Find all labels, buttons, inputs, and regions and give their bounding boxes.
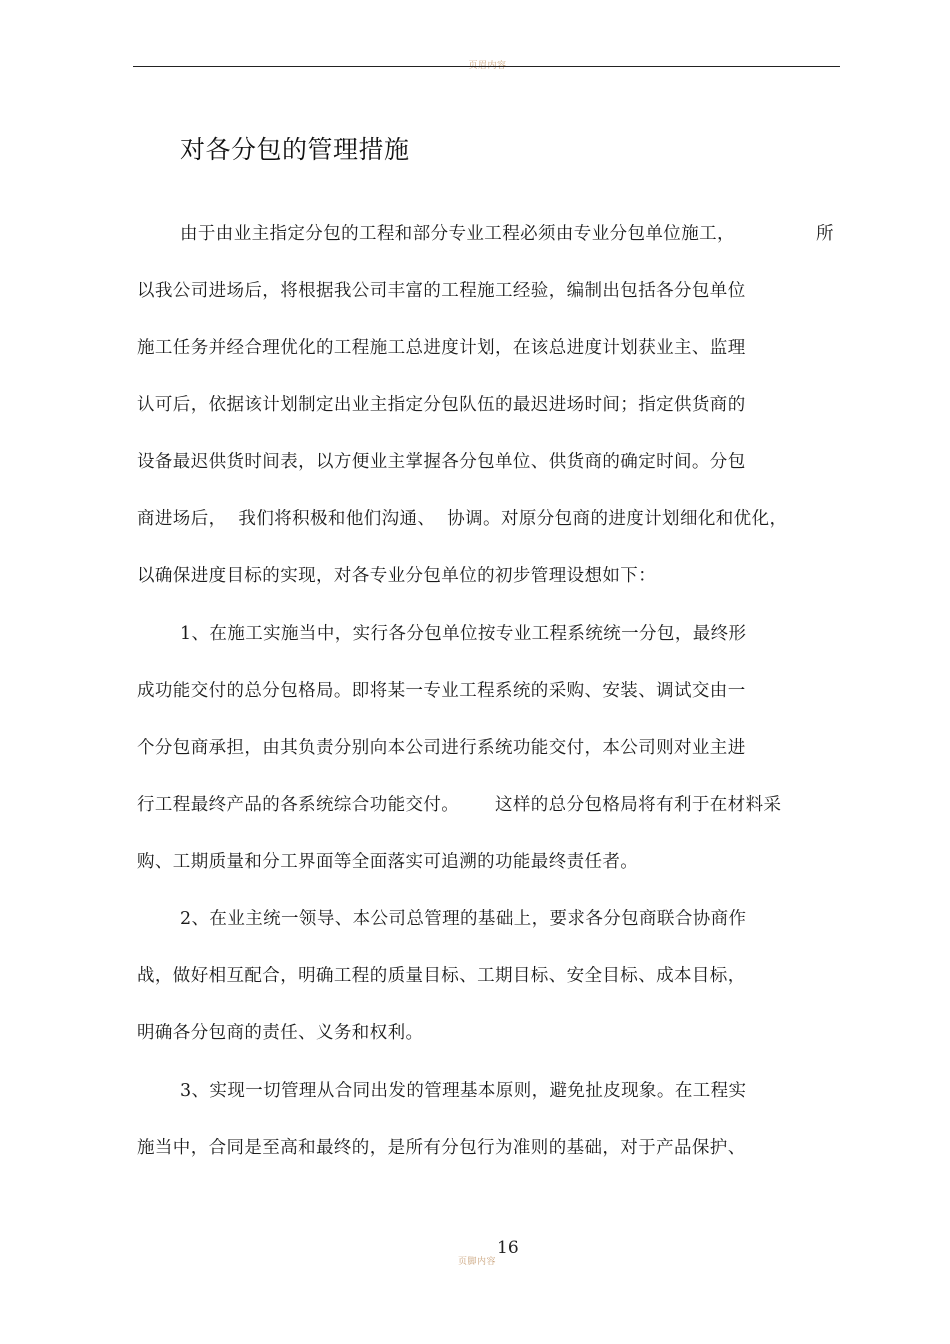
body-line: 由于由业主指定分包的工程和部分专业工程必须由专业分包单位施工， bbox=[180, 224, 735, 244]
body-line: 明确各分包商的责任、义务和权利。 bbox=[137, 1023, 424, 1043]
body-line: 以确保进度目标的实现，对各专业分包单位的初步管理设想如下： bbox=[137, 566, 657, 586]
body-line: 施工任务并经合理优化的工程施工总进度计划，在该总进度计划获业主、监理 bbox=[137, 338, 746, 358]
body-line: 商进场后， 我们将积极和他们沟通、 协调。对原分包商的进度计划细化和优化， bbox=[137, 509, 788, 529]
body-line: 认可后，依据该计划制定出业主指定分包队伍的最迟进场时间；指定供货商的 bbox=[137, 395, 746, 415]
body-line: 3、实现一切管理从合同出发的管理基本原则，避免扯皮现象。在工程实 bbox=[180, 1081, 747, 1101]
body-line: 行工程最终产品的各系统综合功能交付。 这样的总分包格局将有利于在材料采 bbox=[137, 795, 782, 815]
body-line: 以我公司进场后，将根据我公司丰富的工程施工经验，编制出包括各分包单位 bbox=[137, 281, 746, 301]
page-footer-text: 页脚内容 bbox=[458, 1257, 497, 1267]
page-header-text: 页眉内容 bbox=[468, 61, 507, 71]
body-line: 2、在业主统一领导、本公司总管理的基础上，要求各分包商联合协商作 bbox=[180, 909, 747, 929]
body-line: 1、在施工实施当中，实行各分包单位按专业工程系统统一分包，最终形 bbox=[180, 624, 747, 644]
section-title: 对各分包的管理措施 bbox=[180, 135, 410, 164]
header-divider bbox=[133, 66, 840, 67]
page-number: 16 bbox=[497, 1238, 519, 1258]
body-line: 设备最迟供货时间表，以方便业主掌握各分包单位、供货商的确定时间。分包 bbox=[137, 452, 746, 472]
body-line: 购、工期质量和分工界面等全面落实可追溯的功能最终责任者。 bbox=[137, 852, 639, 872]
body-line: 战，做好相互配合，明确工程的质量目标、工期目标、安全目标、成本目标， bbox=[137, 966, 746, 986]
body-line: 所 bbox=[816, 224, 834, 244]
body-line: 成功能交付的总分包格局。即将某一专业工程系统的采购、安装、调试交由一 bbox=[137, 681, 746, 701]
body-line: 施当中，合同是至高和最终的，是所有分包行为准则的基础，对于产品保护、 bbox=[137, 1138, 746, 1158]
body-line: 个分包商承担，由其负责分别向本公司进行系统功能交付，本公司则对业主进 bbox=[137, 738, 746, 758]
